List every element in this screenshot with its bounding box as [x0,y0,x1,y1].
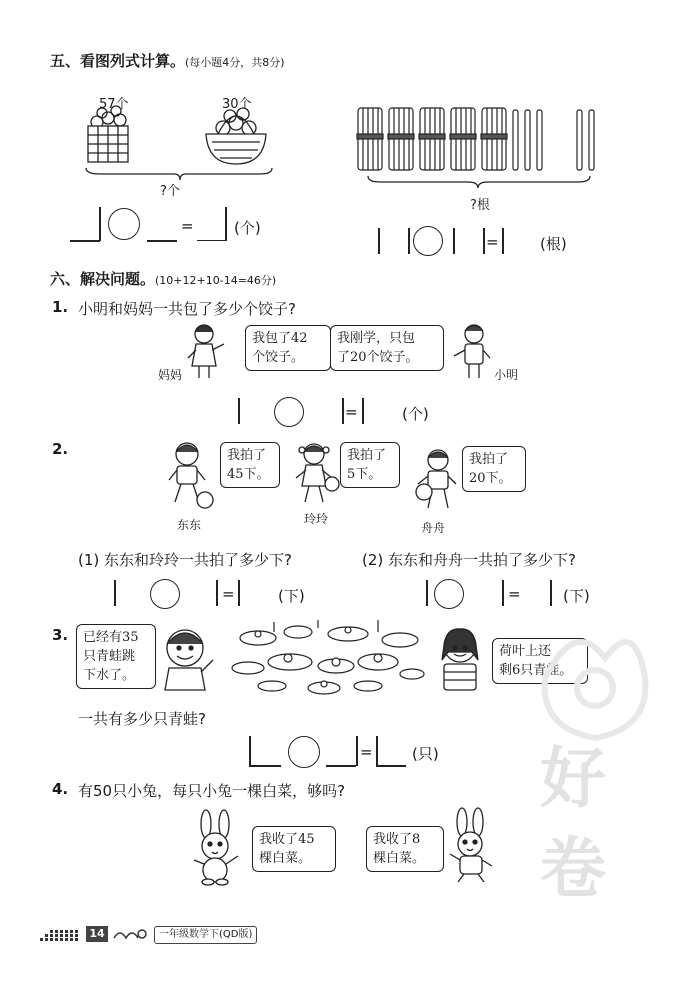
q2a-eq-operator-circle[interactable] [150,579,180,609]
eq-left-unit: (个) [234,219,261,237]
q1-eq-bar-3 [362,398,364,424]
q3-number: 3. [52,626,69,644]
q2b-eq-unit: (下) [563,587,590,605]
eq-right-bar-4 [483,228,485,254]
q4-bubble-left: 我收了45 棵白菜。 [252,826,336,872]
eq-left-blank-2[interactable] [147,240,177,242]
eq-left-blank-1[interactable] [70,240,100,242]
eq-left-equals: = [181,217,194,235]
left-question: ?个 [160,184,180,199]
eq-right-operator-circle[interactable] [413,226,443,256]
right-question: ?根 [470,198,490,213]
q1-number: 1. [52,298,69,316]
q2a-eq-equals: = [222,585,235,603]
q1-text: 小明和妈妈一共包了多少个饺子? [78,300,296,318]
footer [40,924,280,944]
q2a-eq-bar-2 [216,580,218,606]
q2-name-lingling: 玲玲 [304,512,329,526]
footer-logo-icon [112,926,148,942]
section5-title: 五、看图列式计算。(每小题4分，共8分) [50,52,285,70]
q3-eq-equals: = [360,743,373,761]
watermark-char-juan: 卷 [540,829,606,907]
q1-eq-equals: = [345,403,358,421]
q4-text: 有50只小兔，每只小兔一棵白菜，够吗? [78,782,346,800]
eq-right-bar-1 [378,228,380,254]
rabbit-left-image [190,810,242,884]
q3-eq-operator-circle[interactable] [288,736,320,768]
q4-bubble-right: 我收了8 棵白菜。 [366,826,444,872]
q2-bubble-lingling: 我拍了 5下。 [340,442,400,488]
q2b-eq-bar-2 [502,580,504,606]
q2-name-zhouzhou: 舟舟 [421,521,446,535]
q1-name-xiaoming: 小明 [494,368,519,382]
q1-eq-operator-circle[interactable] [274,397,304,427]
q2a-eq-unit: (下) [278,587,305,605]
eq-left-bar-2 [225,207,227,241]
q3-question: 一共有多少只青蛙? [78,710,206,728]
section5-note: (每小题4分，共8分) [185,56,285,69]
q2a-eq-bar-1 [114,580,116,606]
footer-page-number: 14 [86,926,108,942]
q1-eq-unit: (个) [402,405,429,423]
q3-boy-figure-image [155,626,217,692]
sticks-image [356,106,616,196]
q2-sub2-text: (2) 东东和舟舟一共拍了多少下? [362,551,576,569]
q2b-eq-bar-3 [550,580,552,606]
eq-right-unit: (根) [540,235,567,253]
eq-right-equals: = [486,233,499,251]
q1-eq-bar-2 [342,398,344,424]
q2b-eq-bar-1 [426,580,428,606]
q2-bubble-dongdong: 我拍了 45下。 [220,442,280,488]
q3-eq-blank-2[interactable] [326,765,356,767]
q3-bubble-girl: 荷叶上还 剩6只青蛙。 [492,638,588,684]
zhouzhou-figure-image [412,446,464,518]
q1-name-mom: 妈妈 [158,368,183,382]
rabbit-right-image [446,808,498,884]
q3-eq-bar-2 [356,736,358,766]
q2-name-dongdong: 东东 [177,518,202,532]
eq-right-bar-2 [408,228,410,254]
footer-dots-icon [40,928,84,942]
q1-eq-bar-1 [238,398,240,424]
dongdong-figure-image [165,440,213,512]
q3-eq-bar-3 [376,736,378,766]
pond-frogs-image [228,618,424,696]
watermark-char-hao: 好 [540,739,606,817]
q3-girl-figure-image [432,626,488,692]
q1-bubble-xiaoming: 我刚学，只包 了20个饺子。 [330,325,444,371]
q3-bubble-boy: 已经有35 只青蛙跳 下水了。 [76,624,156,689]
q2a-eq-bar-3 [238,580,240,606]
q4-number: 4. [52,780,69,798]
eq-right-bar-5 [502,228,504,254]
section6-title: 六、解决问题。(10+12+10-14=46分) [50,270,277,288]
q3-eq-blank-1[interactable] [249,765,281,767]
q2-sub1-text: (1) 东东和玲玲一共拍了多少下? [78,551,292,569]
q3-eq-bar-1 [249,736,251,766]
eq-left-answer-box[interactable] [197,207,226,241]
label-30: 30个 [222,97,252,112]
q3-eq-unit: (只) [412,745,439,763]
xiaoming-figure-image [452,322,492,380]
eq-left-operator-circle[interactable] [108,208,140,240]
q1-bubble-mom: 我包了42 个饺子。 [245,325,331,371]
q2-bubble-zhouzhou: 我拍了 20下。 [462,446,526,492]
apple-baskets-image [80,108,280,178]
section6-note: (10+12+10-14=46分) [155,274,277,287]
q3-eq-blank-3[interactable] [376,765,406,767]
eq-left-bar-1 [99,207,101,241]
mom-figure-image [186,322,226,380]
label-57: 57个 [99,97,129,112]
q2b-eq-equals: = [508,585,521,603]
lingling-figure-image [292,440,340,512]
q2-number: 2. [52,440,69,458]
footer-book-title: 一年级数学下(QD版) [154,926,257,944]
q2b-eq-operator-circle[interactable] [434,579,464,609]
eq-right-bar-3 [453,228,455,254]
